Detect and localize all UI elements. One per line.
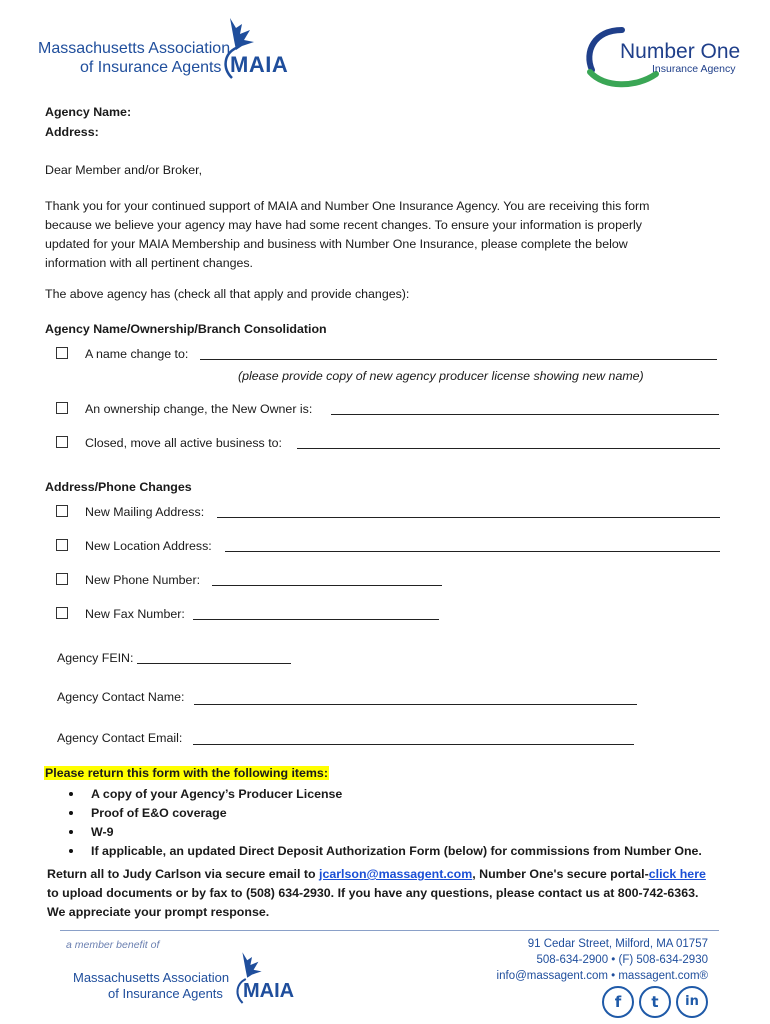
return-line-1-mid: , Number One's secure portal- bbox=[472, 867, 649, 881]
check-instructions: The above agency has (check all that apply and provide changes): bbox=[45, 287, 410, 301]
closed-label: Closed, move all active business to: bbox=[85, 436, 282, 450]
facebook-icon[interactable]: f bbox=[602, 986, 634, 1018]
linkedin-icon[interactable]: in bbox=[676, 986, 708, 1018]
name-change-note: (please provide copy of new agency producer license showing new name) bbox=[238, 369, 644, 383]
bullet-icon bbox=[69, 811, 73, 815]
name-change-label: A name change to: bbox=[85, 347, 189, 361]
ownership-change-checkbox[interactable] bbox=[56, 402, 68, 414]
location-address-field[interactable] bbox=[225, 551, 720, 552]
return-heading-text: Please return this form with the following items: bbox=[45, 766, 328, 780]
bullet-icon bbox=[69, 792, 73, 796]
contact-name-label: Agency Contact Name: bbox=[57, 690, 185, 704]
intro-line-1: Thank you for your continued support of MAIA and Number One Insurance Agency. You are receiving this form bbox=[45, 199, 650, 213]
maia-org-line2: of Insurance Agents bbox=[80, 59, 222, 76]
intro-line-2: because we believe your agency may have had some recent changes. To ensure your information is properly bbox=[45, 218, 642, 232]
member-benefit-text: a member benefit of bbox=[66, 939, 160, 951]
mailing-address-checkbox[interactable] bbox=[56, 505, 68, 517]
address-label: Address: bbox=[45, 125, 99, 139]
portal-link[interactable]: click here bbox=[648, 867, 706, 881]
intro-line-4: information with all pertinent changes. bbox=[45, 256, 254, 270]
agency-name-label: Agency Name: bbox=[45, 105, 132, 119]
intro-line-3: updated for your MAIA Membership and business with Number One Insurance, please complete the below bbox=[45, 237, 628, 251]
footer-divider bbox=[60, 930, 719, 931]
mailing-address-label: New Mailing Address: bbox=[85, 505, 205, 519]
footer-maia-line1: Massachusetts Association bbox=[73, 970, 230, 985]
fax-number-checkbox[interactable] bbox=[56, 607, 68, 619]
return-line-1-pre: Return all to Judy Carlson via secure email to bbox=[47, 867, 319, 881]
fein-field[interactable] bbox=[137, 663, 291, 664]
mailing-address-field[interactable] bbox=[217, 517, 720, 518]
greeting: Dear Member and/or Broker, bbox=[45, 163, 203, 177]
ownership-change-label: An ownership change, the New Owner is: bbox=[85, 402, 313, 416]
footer-web: info@massagent.com • massagent.com® bbox=[496, 970, 708, 982]
location-address-checkbox[interactable] bbox=[56, 539, 68, 551]
contact-name-field[interactable] bbox=[194, 704, 637, 705]
maia-swoosh-icon bbox=[220, 46, 240, 80]
maia-acronym: MAIA bbox=[230, 52, 289, 77]
closed-field[interactable] bbox=[297, 448, 720, 449]
number-one-subtitle: Insurance Agency bbox=[652, 63, 736, 75]
footer-maia-swoosh-icon bbox=[233, 976, 249, 1006]
return-heading bbox=[44, 766, 329, 780]
intro-paragraph bbox=[45, 197, 650, 273]
phone-number-label: New Phone Number: bbox=[85, 573, 201, 587]
number-one-name: Number One bbox=[620, 40, 741, 63]
name-change-field[interactable] bbox=[200, 359, 717, 360]
footer-maia-acronym: MAIA bbox=[243, 980, 295, 1002]
footer-address: 91 Cedar Street, Milford, MA 01757 bbox=[527, 938, 708, 950]
return-item-license: A copy of your Agency’s Producer License bbox=[91, 787, 343, 801]
closed-checkbox[interactable] bbox=[56, 436, 68, 448]
return-item-w9: W-9 bbox=[91, 825, 114, 839]
return-line-1 bbox=[47, 867, 706, 881]
contact-email-label: Agency Contact Email: bbox=[57, 731, 183, 745]
return-line-3: We appreciate your prompt response. bbox=[47, 905, 270, 919]
fax-number-label: New Fax Number: bbox=[85, 607, 185, 621]
section-address-heading: Address/Phone Changes bbox=[45, 480, 192, 494]
twitter-icon[interactable]: t bbox=[639, 986, 671, 1018]
footer-maia-line2: of Insurance Agents bbox=[108, 986, 223, 1001]
phone-number-checkbox[interactable] bbox=[56, 573, 68, 585]
fein-label: Agency FEIN: bbox=[57, 651, 134, 665]
phone-number-field[interactable] bbox=[212, 585, 442, 586]
maia-org-line1: Massachusetts Association bbox=[38, 40, 231, 57]
name-change-checkbox[interactable] bbox=[56, 347, 68, 359]
location-address-label: New Location Address: bbox=[85, 539, 212, 553]
fax-number-field[interactable] bbox=[193, 619, 439, 620]
ownership-change-field[interactable] bbox=[331, 414, 719, 415]
return-item-eo: Proof of E&O coverage bbox=[91, 806, 227, 820]
return-line-2: to upload documents or by fax to (508) 634-2930. If you have any questions, please contact us at 800-742-6363. bbox=[47, 886, 699, 900]
bullet-icon bbox=[69, 830, 73, 834]
section-ownership-heading: Agency Name/Ownership/Branch Consolidation bbox=[45, 322, 327, 336]
bullet-icon bbox=[69, 849, 73, 853]
return-item-direct-deposit: If applicable, an updated Direct Deposit Authorization Form (below) for commissions from Number One. bbox=[91, 844, 702, 858]
email-link[interactable]: jcarlson@massagent.com bbox=[319, 867, 473, 881]
footer-phones: 508-634-2900 • (F) 508-634-2930 bbox=[536, 954, 708, 966]
contact-email-field[interactable] bbox=[193, 744, 634, 745]
